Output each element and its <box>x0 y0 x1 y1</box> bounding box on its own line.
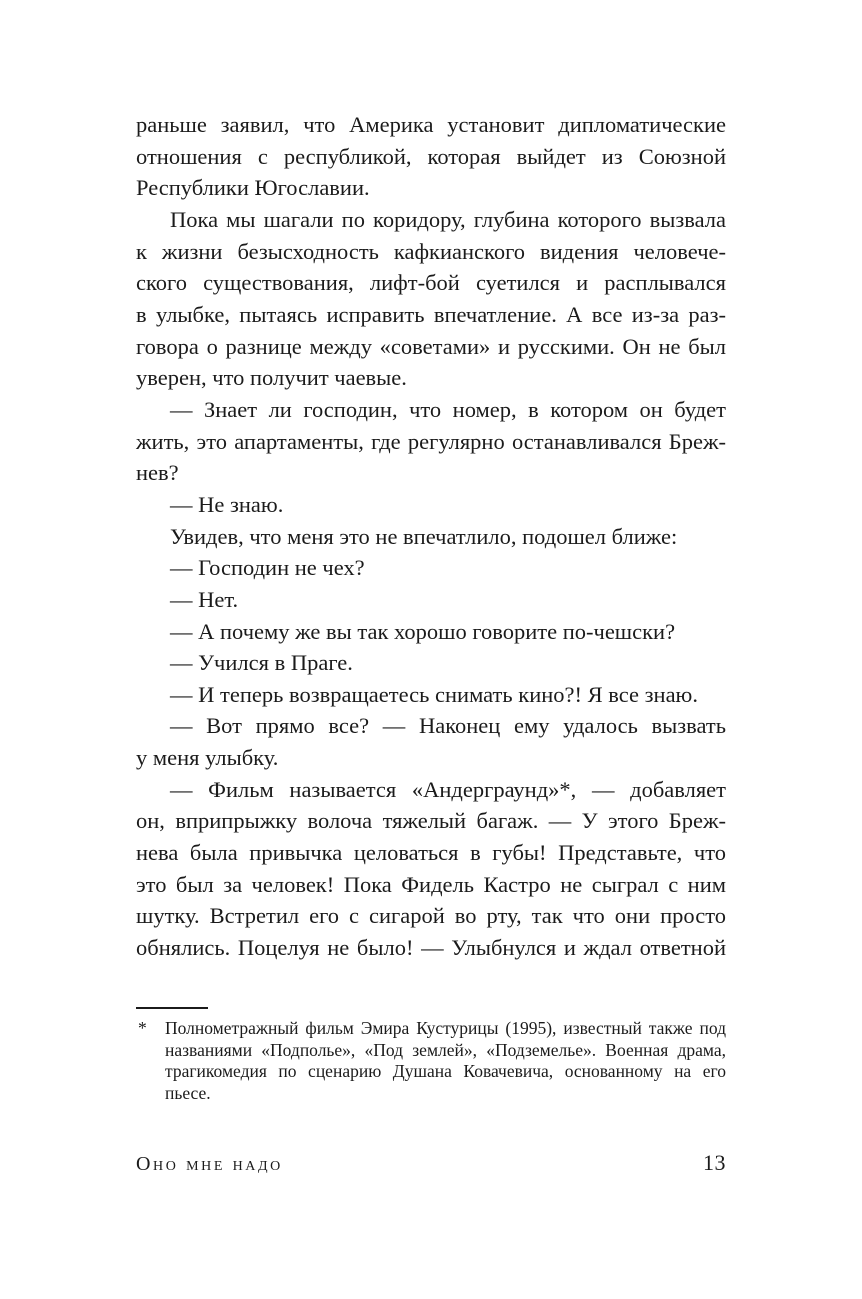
footnote-marker: * <box>138 1018 147 1038</box>
text-line: обнялись. Поцелуя не было! — Улыбнулся и ждал ответной <box>136 935 726 961</box>
text-line: Республики Югославии. <box>136 175 370 201</box>
main-text <box>136 109 726 964</box>
text-line: Пока мы шагали по коридору, глубина которого вызвала <box>170 206 726 232</box>
text-line: — Знает ли господин, что номер, в котором он будет <box>170 396 726 422</box>
text-line: — Фильм называется «Андерграунд»*, — добавляет <box>170 776 726 802</box>
running-title: Оно мне надо <box>136 1153 283 1175</box>
text-line: — А почему же вы так хорошо говорите по-чешски? <box>170 618 676 644</box>
text-line: — Учился в Праге. <box>170 650 353 676</box>
text-line: пьесе. <box>165 1082 211 1103</box>
text-line: — Вот прямо все? — Наконец ему удалось вызвать <box>170 713 726 739</box>
text-line: — Господин не чех? <box>170 555 365 581</box>
text-line: он, вприпрыжку волоча тяжелый багаж. — У этого Бреж- <box>136 808 726 834</box>
footnote-text <box>136 1018 726 1104</box>
footnote <box>136 1018 726 1104</box>
text-line: в улыбке, пытаясь исправить впечатление. А все из-за раз- <box>136 301 726 327</box>
text-line: Увидев, что меня это не впечатлило, подошел ближе: <box>170 523 678 549</box>
text-line: — Нет. <box>170 586 239 612</box>
text-line: уверен, что получит чаевые. <box>136 365 407 391</box>
text-line: говора о разнице между «советами» и русскими. Он не был <box>136 333 726 359</box>
page-footer <box>136 1150 726 1176</box>
text-line: нев? <box>136 460 179 486</box>
text-line: к жизни безысходность кафкианского видения человече- <box>136 238 726 264</box>
text-line: Полнометражный фильм Эмира Кустурицы (1995), известный также под <box>165 1018 726 1038</box>
text-line: — Не знаю. <box>170 491 284 517</box>
text-line: раньше заявил, что Америка установит дипломатические <box>136 112 726 137</box>
footnote-divider <box>136 1007 208 1009</box>
text-line: это был за человек! Пока Фидель Кастро не сыграл с ним <box>136 871 726 897</box>
text-line: трагикомедия по сценарию Душана Ковачевича, основанному на его <box>165 1061 726 1082</box>
text-line: — И теперь возвращаетесь снимать кино?! Я все знаю. <box>170 681 698 707</box>
text-line: шутку. Встретил его с сигарой во рту, так что они просто <box>136 903 726 929</box>
text-line: жить, это апартаменты, где регулярно останавливался Бреж- <box>136 428 726 454</box>
text-line: у меня улыбку. <box>136 745 279 771</box>
text-line: ского существования, лифт-бой суетился и расплывался <box>136 270 726 296</box>
text-line: отношения с республикой, которая выйдет из Союзной <box>136 143 726 169</box>
text-line: нева была привычка целоваться в губы! Представьте, что <box>136 840 726 866</box>
page-number: 13 <box>703 1150 726 1175</box>
text-line: названиями «Подполье», «Под землей», «Подземелье». Военная драма, <box>165 1039 726 1060</box>
